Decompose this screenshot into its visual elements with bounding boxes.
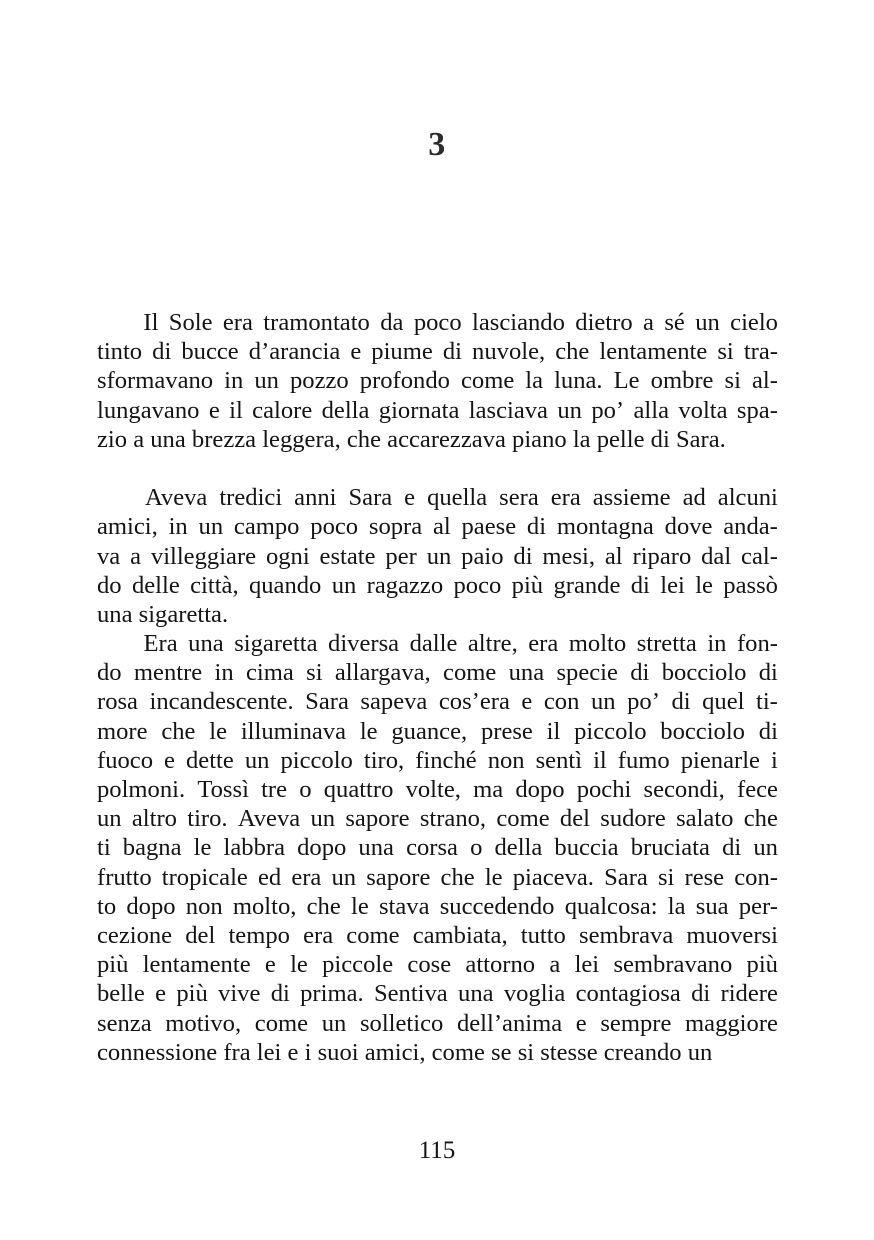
word: to [97,892,117,920]
word: lentamente [142,951,251,979]
word: cal- [741,542,778,570]
word: e [208,396,220,424]
text-line [97,1038,778,1067]
word: del [559,805,590,833]
word: era [303,921,334,949]
text-line [97,366,778,395]
word: non [185,892,223,920]
word: illuminava [240,717,347,745]
word: le [209,717,228,745]
word: era [291,863,322,891]
word: bocciolo [660,717,745,745]
word: le [695,571,713,599]
line-text: zio a una brezza leggera, che accarezzava piano la pelle di Sara. [97,425,726,453]
word: era [550,484,581,512]
word: in [224,367,244,395]
word: prese [480,717,533,745]
word: con [543,688,580,716]
word: ti [97,834,111,862]
word: e [164,746,175,774]
word: spa- [736,396,778,424]
word: ma [473,776,504,803]
word: d’arancia [248,338,341,366]
word: tra- [743,338,778,366]
word: muoversi [686,921,778,949]
word: qualcosa: [564,892,658,920]
word: di [526,513,547,541]
word: le [193,834,212,862]
word: sapeva [360,688,428,716]
word: fon- [736,630,778,658]
word: attorno [465,951,536,979]
word: montagna [556,513,654,541]
word: Il [143,309,159,336]
word: Era [143,630,178,658]
body-text [97,308,778,1067]
word: rese [684,863,725,891]
word: motivo, [165,1009,242,1037]
word: dalle [409,630,458,658]
word: tiro. [187,805,228,833]
word: sopra [368,513,423,541]
word: un [331,863,357,891]
word: un [753,834,778,862]
word: un [331,571,357,599]
word: un [695,309,720,336]
text-line [97,804,778,833]
word: quando [248,571,322,599]
word: anni [294,484,337,512]
chapter-number: 3 [428,126,446,163]
word: Aveva [237,805,301,833]
word: mesi, [542,542,596,570]
word: fuoco [97,746,153,774]
word: le [359,717,378,745]
word: più [746,951,778,979]
word: fece [737,776,778,803]
word: dopo [126,892,176,920]
word: riparo [632,542,692,570]
word: secondi, [643,776,725,803]
text-line [97,658,778,687]
word: mentre [133,659,203,687]
word: labbra [223,834,285,862]
word: come [254,1009,309,1037]
text-line [97,921,778,950]
word: altro [131,805,177,833]
word: che [161,717,196,745]
word: come [460,367,515,395]
word: polmoni. [97,776,186,803]
word: diversa [328,630,400,658]
word: piaceva. [512,863,594,891]
word: una [508,659,545,687]
word: tramontato [263,309,370,336]
word: sentì [535,746,583,774]
word: Tossì [197,776,249,803]
word: voglia [503,980,566,1008]
word: sembrava [579,921,674,949]
line-text: connessione fra lei e i suoi amici, come se si stesse creando un [97,1038,713,1066]
text-line [97,425,778,454]
word: il [593,746,607,774]
word: ti- [756,688,778,716]
word: un [254,367,279,395]
word: contagiosa [575,980,681,1008]
word: dietro [575,309,633,336]
word: la [525,367,544,395]
word: dopo [515,776,565,803]
word: non [487,746,525,774]
word: stretta [636,630,697,658]
line-text: una sigaretta. [97,600,229,628]
text-line [97,629,778,658]
text-line [97,833,778,862]
word: bruciata [630,834,710,862]
word: cezione [97,921,173,949]
word: sudore [600,805,666,833]
word: una [358,834,394,862]
word: con- [734,863,778,891]
word: un [97,805,122,833]
word: le [290,951,308,979]
word: piccolo [574,717,647,745]
word: rosa [97,688,138,716]
word: o [470,834,483,862]
word: dell’anima [456,1009,563,1037]
word: belle [97,980,145,1008]
word: si [657,863,675,891]
paragraph [97,308,778,454]
word: e [155,980,167,1008]
word: un [244,746,270,774]
word: bucce [181,338,239,366]
word: più [176,980,208,1008]
word: poco [413,309,462,336]
text-line [97,892,778,921]
word: Sole [168,309,213,336]
word: altre, [467,630,518,658]
word: quella [427,484,488,512]
word: giornata [378,396,460,424]
word: assieme [592,484,671,512]
word: un [321,1009,347,1037]
word: alla [633,396,669,424]
word: il [546,717,561,745]
text-line [97,600,778,629]
text-line [97,542,778,571]
word: allargava, [334,659,431,687]
word: ogni [265,542,310,570]
word: villeggiare [150,542,257,570]
word: more [97,717,148,745]
word: Le [613,367,640,395]
word: piccolo [280,746,353,774]
word: che [306,892,341,920]
word: al [604,542,623,570]
word: volte, [405,776,461,803]
word: sé [664,309,685,336]
word: Sara [348,484,393,512]
word: le [484,863,503,891]
word: e [575,1009,587,1037]
text-line [97,308,778,337]
word: cambiata, [412,921,508,949]
word: tiro, [363,746,405,774]
text-line [97,863,778,892]
word: bagna [122,834,182,862]
word: più [97,951,129,979]
word: prima. [300,980,364,1008]
word: frutto [97,863,152,891]
word: estate [319,542,376,570]
word: pozzo [289,367,349,395]
word: e [264,951,276,979]
word: lei [574,951,600,979]
word: cima [246,659,294,687]
word: di [513,542,533,570]
word: Sara [305,688,349,716]
word: amici, [97,513,158,541]
text-line [97,717,778,746]
word: per- [738,892,778,920]
word: ragazzo [366,571,444,599]
word: va [97,542,121,570]
word: sempre [600,1009,672,1037]
word: di [152,338,172,366]
word: po’ [591,396,625,424]
word: pochi [576,776,632,803]
paragraph [97,629,778,1067]
word: tre [261,776,288,803]
text-line [97,512,778,541]
word: sua [695,892,729,920]
paragraph [97,483,778,629]
word: Sara [604,863,648,891]
word: più [511,571,544,599]
word: che [555,338,590,366]
word: un [590,688,616,716]
text-line [97,1009,778,1038]
word: era [222,309,253,336]
word: po’ [627,688,660,716]
word: che [743,805,778,833]
word: nuvole, [472,338,546,366]
word: delle [131,571,180,599]
word: poco [310,513,359,541]
word: solletico [359,1009,444,1037]
word: piccole [322,951,394,979]
word: quel [702,688,745,716]
word: che [440,863,475,891]
word: tempo [228,921,290,949]
word: tinto [97,338,143,366]
word: di [758,659,778,687]
text-line [97,746,778,775]
word: do [97,571,122,599]
text-line [97,687,778,716]
text-line [97,571,778,600]
word: a [549,951,561,979]
word: luna. [554,367,603,395]
word: dove [664,513,713,541]
word: come [443,659,497,687]
text-line [97,979,778,1008]
word: grande [553,571,621,599]
word: paio [461,542,504,570]
word: lasciando [472,309,565,336]
word: le [351,892,369,920]
word: alcuni [717,484,778,512]
word: ridere [720,980,778,1008]
word: o [299,776,312,803]
word: del [185,921,216,949]
word: a [130,542,142,570]
word: il [229,396,243,424]
word: un [310,805,336,833]
word: sembravano [613,951,733,979]
word: do [97,659,122,687]
word: un [426,542,452,570]
word: paese [461,513,517,541]
word: quattro [323,776,394,803]
text-line [97,337,778,366]
word: molto, [232,892,297,920]
word: lentamente [599,338,708,366]
word: lungavano [97,396,200,424]
word: profondo [359,367,450,395]
word: la [667,892,686,920]
text-line [97,483,778,512]
word: ad [682,484,706,512]
word: i [770,746,778,774]
word: dal [701,542,732,570]
word: si [717,338,734,366]
word: tropicale [161,863,248,891]
word: senza [97,1009,152,1037]
word: salato [676,805,734,833]
page-number: 115 [418,1137,456,1164]
word: pienarle [680,746,760,774]
word: succedendo [439,892,555,920]
word: maggiore [685,1009,778,1037]
word: vive [218,980,261,1008]
word: Aveva [144,484,208,512]
word: specie [556,659,618,687]
word: sapore [366,863,431,891]
word: di [270,980,290,1008]
word: di [722,834,742,862]
word: si [724,367,741,395]
word: finché [415,746,477,774]
word: cielo [730,309,778,336]
word: sera [499,484,539,512]
word: passò [723,571,778,599]
word: incandescente. [149,688,294,716]
word: di [442,338,462,366]
word: era [528,630,559,658]
word: calore [252,396,313,424]
word: anda- [723,513,778,541]
word: ombre [650,367,714,395]
word: guance, [391,717,468,745]
word: una [188,630,224,658]
word: bocciolo [661,659,747,687]
word: di [758,717,778,745]
word: poco [453,571,502,599]
word: di [671,688,691,716]
word: un [557,396,582,424]
word: e [521,688,533,716]
word: campo [233,513,300,541]
word: a [643,309,654,336]
word: dopo [297,834,347,862]
text-line [97,950,778,979]
word: un [198,513,224,541]
word: lei [660,571,685,599]
word: di [630,659,650,687]
word: sformavano [97,367,214,395]
text-line [97,396,778,425]
word: fumo [617,746,670,774]
word: da [380,309,404,336]
word: di [691,980,711,1008]
word: sigaretta [234,630,318,658]
word: stava [378,892,430,920]
word: corsa [406,834,458,862]
word: della [321,396,370,424]
word: di [630,571,650,599]
word: in [214,659,234,687]
word: una [458,980,494,1008]
word: piume [371,338,433,366]
word: ed [257,863,282,891]
word: lasciava [468,396,548,424]
word: si [306,659,323,687]
word: tredici [219,484,283,512]
word: cose [407,951,452,979]
word: cos’era [438,688,510,716]
word: in [168,513,188,541]
word: come [346,921,400,949]
word: volta [678,396,728,424]
word: della [494,834,543,862]
word: in [707,630,727,658]
word: città, [190,571,239,599]
word: come [496,805,550,833]
text-line [97,775,778,804]
word: dette [185,746,234,774]
word: e [404,484,416,512]
word: molto [568,630,627,658]
word: Sentiva [373,980,448,1008]
word: al [432,513,451,541]
word: al- [751,367,778,395]
word: sapore [345,805,410,833]
word: tutto [520,921,566,949]
word: buccia [554,834,619,862]
word: e [350,338,362,366]
word: per [385,542,417,570]
word: strano, [419,805,487,833]
